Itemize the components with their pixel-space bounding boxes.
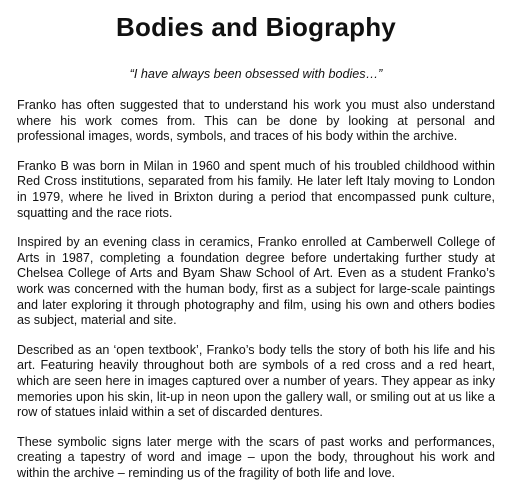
paragraph-4: Described as an ‘open textbook’, Franko’s body tells the story of both his life and his art. Featuring heavily throughout both are symbols of a red cross and a red heart, which are seen here in images captured over a number of years. They appear as inky memories upon his skin, lit-up in neon upon the gallery wall, or smiling out at us like a row of statues inlaid within a set of discarded dentures. [17,342,495,420]
page-title: Bodies and Biography [116,12,396,42]
paragraph-3: Inspired by an evening class in ceramics, Franko enrolled at Camberwell College of Arts in 1987, completing a foundation degree before undertaking further study at Chelsea College of Arts and Byam Shaw School of Art. Even as a student Franko’s work was concerned with the human body, first as a subject for large-scale paintings and later exploring it through photography and film, using his own and others bodies as subject, material and site. [17,235,495,328]
paragraph-1: Franko has often suggested that to understand his work you must also understand where his work comes from. This can be done by looking at personal and professional images, words, symbols, and traces of his body within the archive. [17,98,495,144]
document-page [17,10,495,481]
paragraph-5: These symbolic signs later merge with the scars of past works and performances, creating a tapestry of word and image – upon the body, throughout his work and within the archive – reminding us of the fragility of both life and love. [17,434,495,480]
epigraph-quote: “I have always been obsessed with bodies…” [129,67,383,81]
paragraph-2: Franko B was born in Milan in 1960 and spent much of his troubled childhood within Red Cross institutions, separated from his family. He later left Italy moving to London in 1979, where he lived in Brixton during a period that encompassed punk culture, squatting and the race riots. [17,158,495,220]
